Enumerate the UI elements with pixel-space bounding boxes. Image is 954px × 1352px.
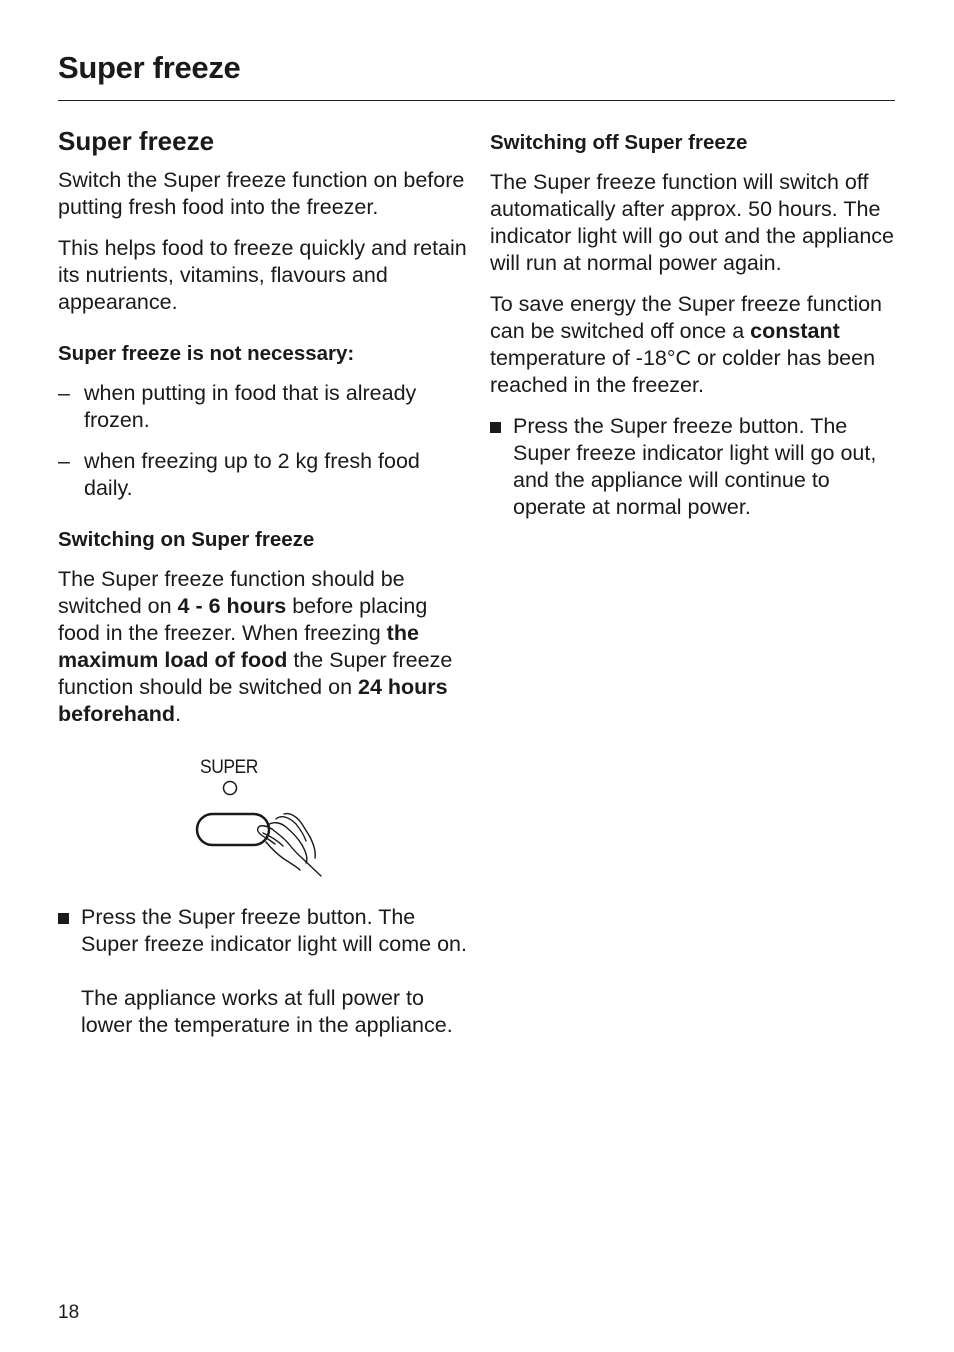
switch-on-text-2: before placing food in the freezer. When freezing — [58, 594, 428, 645]
page-title: Super freeze — [58, 50, 241, 85]
energy-bold: constant — [750, 319, 840, 343]
intro-paragraph-2: This helps food to freeze quickly and retain its nutrients, vitamins, flavours and appearance. — [58, 236, 467, 314]
title-rule — [58, 100, 895, 101]
list-item — [58, 380, 468, 434]
intro-paragraph-1: Switch the Super freeze function on before putting fresh food into the freezer. — [58, 168, 465, 219]
square-bullet-icon — [490, 422, 501, 433]
dash-bullet: – — [58, 449, 70, 473]
switch-on-text-1: The Super freeze function should be switched on — [58, 567, 405, 618]
list-item-text: when freezing up to 2 kg fresh food daily. — [84, 449, 420, 500]
switch-off-heading: Switching off Super freeze — [490, 131, 748, 154]
press-step-on-note: The appliance works at full power to lower the temperature in the appliance. — [81, 986, 453, 1037]
super-button-illustration — [58, 742, 468, 892]
switch-on-text-4: . — [175, 702, 182, 726]
super-label: SUPER — [200, 757, 258, 778]
right-column — [490, 120, 900, 535]
press-step-off-text: Press the Super freeze button. The Super freeze indicator light will go out, and the appliance will continue to operate at normal power. — [513, 414, 877, 519]
dash-bullet: – — [58, 381, 70, 405]
switch-on-bold-2: the maximum load of food — [58, 621, 419, 672]
not-necessary-list — [58, 380, 468, 502]
section-heading: Super freeze — [58, 126, 215, 156]
energy-text-1: To save energy the Super freeze function can be switched off once a — [490, 292, 883, 343]
list-item-text: when putting in food that is already frozen. — [84, 381, 417, 432]
switch-on-heading: Switching on Super freeze — [58, 528, 315, 551]
square-bullet-icon — [58, 913, 69, 924]
not-necessary-heading: Super freeze is not necessary: — [58, 342, 355, 365]
press-step-on — [58, 904, 468, 1039]
switch-on-paragraph — [58, 566, 468, 728]
page-number: 18 — [58, 1302, 80, 1323]
energy-paragraph — [490, 291, 900, 399]
super-button-figure — [58, 742, 468, 892]
switch-on-text-3: the Super freeze function should be switched on — [58, 648, 453, 699]
indicator-light-icon — [224, 782, 237, 795]
list-item — [58, 448, 468, 502]
left-column — [58, 120, 468, 1053]
press-step-off — [490, 413, 900, 521]
energy-text-2: temperature of -18°C or colder has been reached in the freezer. — [490, 346, 876, 397]
switch-on-bold-3: 24 hours beforehand — [58, 675, 448, 726]
switch-on-bold-1: 4 - 6 hours — [177, 594, 287, 618]
switch-off-paragraph: The Super freeze function will switch off automatically after approx. 50 hours. The indicator light will go out and the appliance will run at normal power again. — [490, 170, 894, 275]
press-step-on-text: Press the Super freeze button. The Super freeze indicator light will come on. — [81, 905, 467, 956]
